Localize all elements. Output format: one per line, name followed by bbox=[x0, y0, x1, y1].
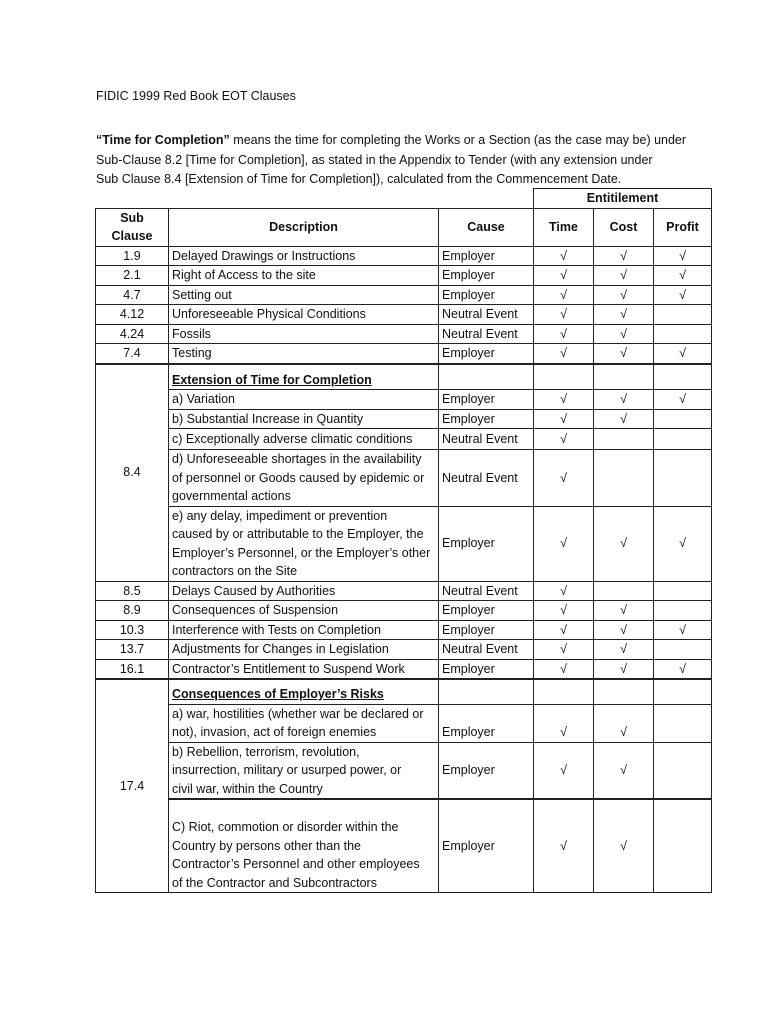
cost-cell bbox=[594, 429, 654, 450]
table-row bbox=[96, 429, 712, 450]
sub-clause-cell: 4.24 bbox=[96, 324, 169, 344]
definition-line-3: Sub Clause 8.4 [Extension of Time for Completion]), calculated from the Commencement Date. bbox=[96, 172, 622, 186]
table-row bbox=[96, 390, 712, 410]
header-cost: Cost bbox=[594, 208, 654, 246]
time-cell: √ bbox=[534, 324, 594, 344]
description-cell: c) Exceptionally adverse climatic conditions bbox=[169, 429, 439, 450]
time-cell: √ bbox=[534, 285, 594, 305]
profit-cell bbox=[654, 324, 712, 344]
profit-cell: √ bbox=[654, 285, 712, 305]
time-cell: √ bbox=[534, 640, 594, 660]
cost-cell: √ bbox=[594, 704, 654, 742]
cause-cell: Neutral Event bbox=[439, 324, 534, 344]
table-row bbox=[96, 601, 712, 621]
table-row bbox=[96, 364, 712, 390]
time-cell: √ bbox=[534, 506, 594, 581]
sub-clause-cell: 17.4 bbox=[96, 679, 169, 893]
header-cause: Cause bbox=[439, 208, 534, 246]
description-cell: Right of Access to the site bbox=[169, 266, 439, 286]
sub-clause-cell: 2.1 bbox=[96, 266, 169, 286]
description-cell: Fossils bbox=[169, 324, 439, 344]
cost-cell: √ bbox=[594, 266, 654, 286]
sub-clause-cell: 10.3 bbox=[96, 620, 169, 640]
sub-clause-cell: 13.7 bbox=[96, 640, 169, 660]
table-row bbox=[96, 324, 712, 344]
time-cell: √ bbox=[534, 601, 594, 621]
description-cell: b) Rebellion, terrorism, revolution, insurrection, military or usurped power, or civil war, within the Country bbox=[169, 742, 439, 799]
description-cell: Delays Caused by Authorities bbox=[169, 581, 439, 601]
time-cell: √ bbox=[534, 620, 594, 640]
cause-cell: Employer bbox=[439, 344, 534, 364]
profit-cell: √ bbox=[654, 620, 712, 640]
description-cell: Setting out bbox=[169, 285, 439, 305]
profit-cell bbox=[654, 305, 712, 325]
eot-clauses-table bbox=[95, 188, 712, 893]
time-cell: √ bbox=[534, 246, 594, 266]
profit-cell: √ bbox=[654, 344, 712, 364]
profit-cell: √ bbox=[654, 659, 712, 679]
table-row bbox=[96, 620, 712, 640]
cause-cell: Employer bbox=[439, 704, 534, 742]
time-cell: √ bbox=[534, 305, 594, 325]
header-description: Description bbox=[169, 208, 439, 246]
cause-cell: Employer bbox=[439, 390, 534, 410]
description-cell: Unforeseeable Physical Conditions bbox=[169, 305, 439, 325]
time-cell: √ bbox=[534, 742, 594, 799]
description-cell: Interference with Tests on Completion bbox=[169, 620, 439, 640]
profit-cell bbox=[654, 742, 712, 799]
description-cell: Consequences of Suspension bbox=[169, 601, 439, 621]
profit-cell bbox=[654, 429, 712, 450]
time-cell: √ bbox=[534, 799, 594, 893]
sub-clause-cell: 8.4 bbox=[96, 364, 169, 582]
time-cell: √ bbox=[534, 344, 594, 364]
table-row bbox=[96, 659, 712, 679]
description-cell: Adjustments for Changes in Legislation bbox=[169, 640, 439, 660]
table-row bbox=[96, 640, 712, 660]
profit-cell bbox=[654, 704, 712, 742]
cost-cell: √ bbox=[594, 620, 654, 640]
cause-cell: Employer bbox=[439, 246, 534, 266]
profit-cell bbox=[654, 601, 712, 621]
table-row bbox=[96, 344, 712, 364]
definition-line-1: means the time for completing the Works or a Section (as the case may be) under bbox=[229, 133, 687, 147]
cause-cell: Employer bbox=[439, 409, 534, 429]
description-cell: d) Unforeseeable shortages in the availability of personnel or Goods caused by epidemic or governmental actions bbox=[169, 450, 439, 507]
cause-cell: Employer bbox=[439, 659, 534, 679]
time-cell: √ bbox=[534, 659, 594, 679]
time-cell: √ bbox=[534, 704, 594, 742]
section-heading-17-4: Consequences of Employer’s Risks bbox=[172, 687, 384, 701]
profit-cell bbox=[654, 581, 712, 601]
entitlement-header: Entitilement bbox=[534, 189, 712, 209]
time-cell: √ bbox=[534, 390, 594, 410]
profit-cell bbox=[654, 409, 712, 429]
cost-cell: √ bbox=[594, 344, 654, 364]
cost-cell: √ bbox=[594, 742, 654, 799]
cause-cell: Neutral Event bbox=[439, 450, 534, 507]
cost-cell: √ bbox=[594, 640, 654, 660]
cost-cell: √ bbox=[594, 601, 654, 621]
section-heading-8-4: Extension of Time for Completion bbox=[172, 372, 372, 387]
cost-cell: √ bbox=[594, 390, 654, 410]
description-cell: Testing bbox=[169, 344, 439, 364]
sub-clause-cell: 1.9 bbox=[96, 246, 169, 266]
cost-cell: √ bbox=[594, 305, 654, 325]
table-row bbox=[96, 450, 712, 507]
time-cell: √ bbox=[534, 409, 594, 429]
table-row bbox=[96, 742, 712, 799]
table-row bbox=[96, 285, 712, 305]
cost-cell: √ bbox=[594, 799, 654, 893]
cost-cell: √ bbox=[594, 506, 654, 581]
cost-cell: √ bbox=[594, 246, 654, 266]
cause-cell: Employer bbox=[439, 285, 534, 305]
profit-cell: √ bbox=[654, 506, 712, 581]
table-row bbox=[96, 704, 712, 742]
cause-cell: Employer bbox=[439, 620, 534, 640]
time-cell: √ bbox=[534, 266, 594, 286]
description-cell: b) Substantial Increase in Quantity bbox=[169, 409, 439, 429]
header-sub-clause: Sub Clause bbox=[96, 208, 169, 246]
profit-cell: √ bbox=[654, 266, 712, 286]
sub-clause-cell: 4.7 bbox=[96, 285, 169, 305]
description-cell: C) Riot, commotion or disorder within the Country by persons other than the Contractor’s Personnel and other employees of the Contractor and Subcontractors bbox=[169, 799, 439, 893]
cost-cell: √ bbox=[594, 659, 654, 679]
profit-cell: √ bbox=[654, 390, 712, 410]
table-row bbox=[96, 266, 712, 286]
cause-cell: Neutral Event bbox=[439, 305, 534, 325]
cost-cell bbox=[594, 581, 654, 601]
time-for-completion-definition bbox=[96, 131, 716, 190]
table-row bbox=[96, 581, 712, 601]
document-title: FIDIC 1999 Red Book EOT Clauses bbox=[96, 89, 296, 103]
cost-cell: √ bbox=[594, 285, 654, 305]
sub-clause-cell: 7.4 bbox=[96, 344, 169, 364]
cause-cell: Employer bbox=[439, 601, 534, 621]
cause-cell: Neutral Event bbox=[439, 640, 534, 660]
table-row bbox=[96, 409, 712, 429]
table-row bbox=[96, 506, 712, 581]
time-cell: √ bbox=[534, 450, 594, 507]
table-row bbox=[96, 246, 712, 266]
cause-cell: Neutral Event bbox=[439, 429, 534, 450]
description-cell: e) any delay, impediment or prevention caused by or attributable to the Employer, the Employer’s Personnel, or the Employer’s other contractors on the Site bbox=[169, 506, 439, 581]
sub-clause-cell: 4.12 bbox=[96, 305, 169, 325]
cause-cell: Employer bbox=[439, 506, 534, 581]
entitlement-group-header-row bbox=[96, 189, 712, 209]
sub-clause-cell: 8.9 bbox=[96, 601, 169, 621]
description-cell: Delayed Drawings or Instructions bbox=[169, 246, 439, 266]
cost-cell: √ bbox=[594, 324, 654, 344]
definition-line-2: Sub-Clause 8.2 [Time for Completion], as stated in the Appendix to Tender (with any extension under bbox=[96, 152, 653, 167]
table-row bbox=[96, 305, 712, 325]
time-cell: √ bbox=[534, 429, 594, 450]
defined-term: “Time for Completion” bbox=[96, 133, 230, 147]
table-row bbox=[96, 799, 712, 893]
table-row bbox=[96, 679, 712, 704]
profit-cell bbox=[654, 799, 712, 893]
cost-cell bbox=[594, 450, 654, 507]
profit-cell bbox=[654, 640, 712, 660]
sub-clause-cell: 8.5 bbox=[96, 581, 169, 601]
profit-cell bbox=[654, 450, 712, 507]
column-header-row bbox=[96, 208, 712, 246]
description-cell: Contractor’s Entitlement to Suspend Work bbox=[169, 659, 439, 679]
cause-cell: Neutral Event bbox=[439, 581, 534, 601]
time-cell: √ bbox=[534, 581, 594, 601]
cause-cell: Employer bbox=[439, 742, 534, 799]
cost-cell: √ bbox=[594, 409, 654, 429]
description-cell: a) Variation bbox=[169, 390, 439, 410]
description-cell: a) war, hostilities (whether war be declared or not), invasion, act of foreign enemies bbox=[169, 704, 439, 742]
header-time: Time bbox=[534, 208, 594, 246]
header-profit: Profit bbox=[654, 208, 712, 246]
profit-cell: √ bbox=[654, 246, 712, 266]
sub-clause-cell: 16.1 bbox=[96, 659, 169, 679]
cause-cell: Employer bbox=[439, 266, 534, 286]
cause-cell: Employer bbox=[439, 799, 534, 893]
